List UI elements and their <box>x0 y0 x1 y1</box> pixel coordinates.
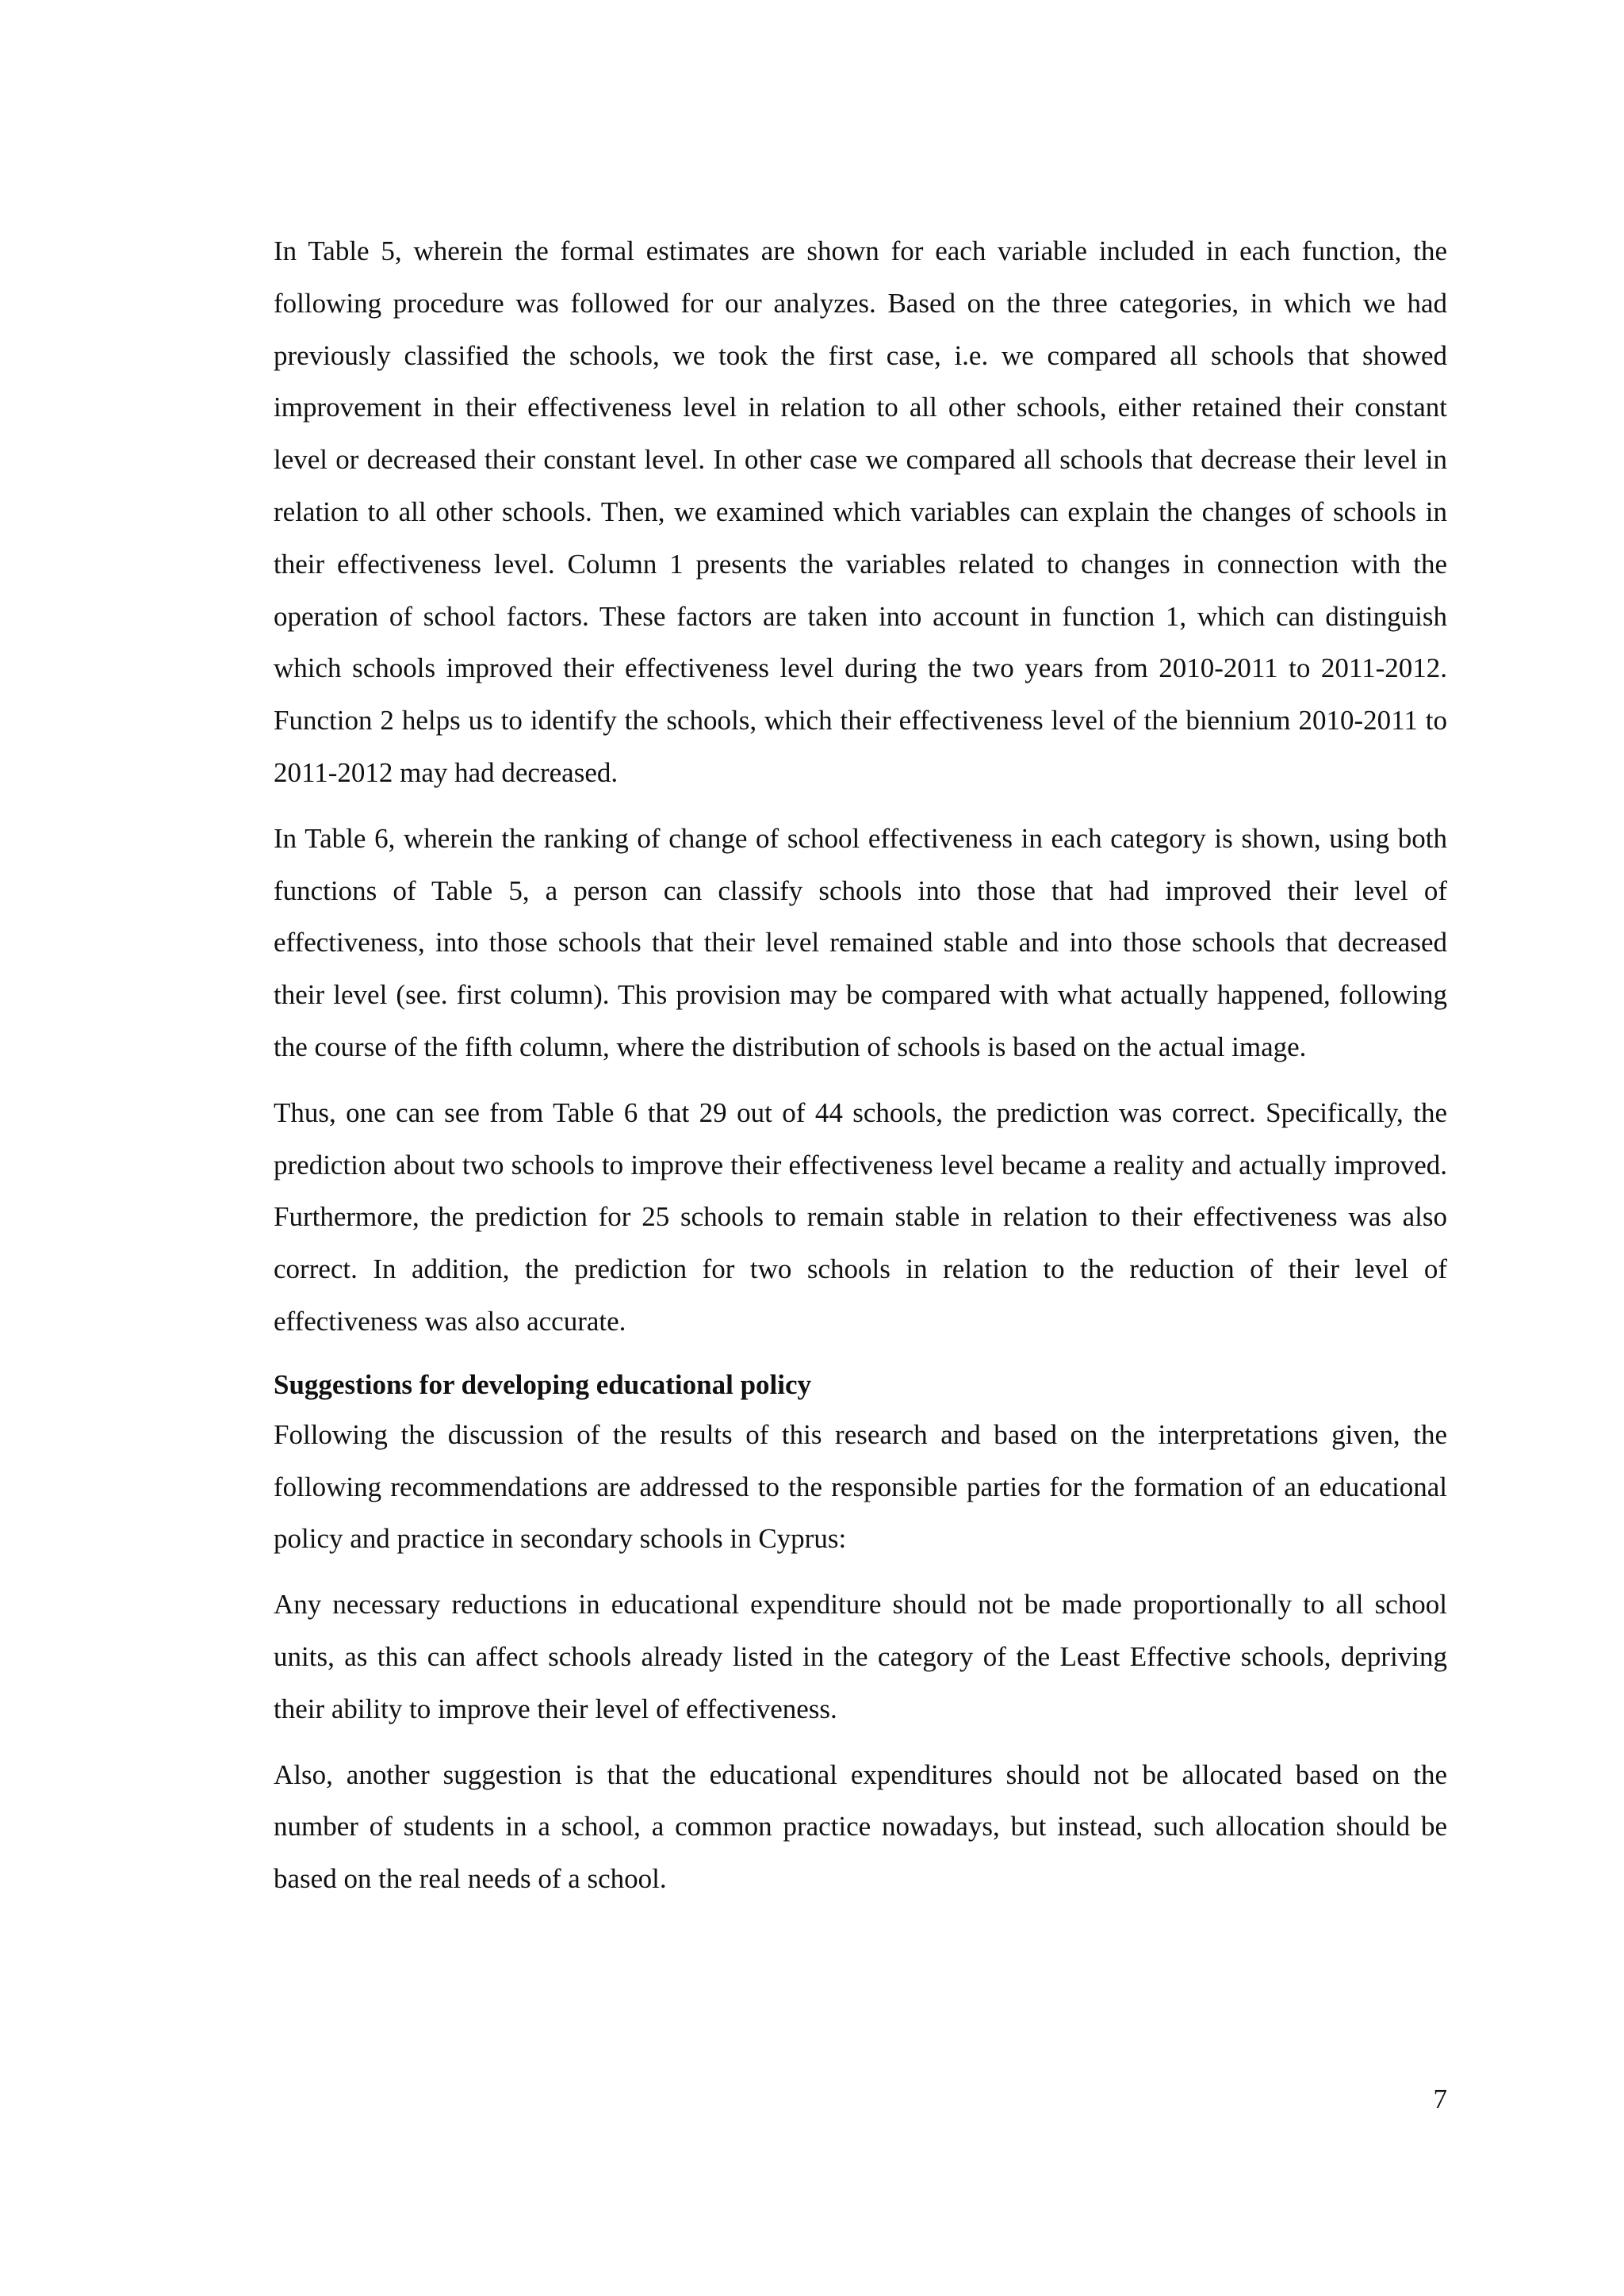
body-paragraph-3: Thus, one can see from Table 6 that 29 out of 44 schools, the prediction was correct. Specifically, the prediction about two schools to improve their effectiveness level became a reality and actually improved. Furthermore, the prediction for 25 schools to remain stable in relation to their effectiveness was also correct. In addition, the prediction for two schools in relation to the reduction of their level of effectiveness was also accurate. <box>274 1096 1447 1337</box>
body-paragraph-2: In Table 6, wherein the ranking of change of school effectiveness in each category is shown, using both functions of Table 5, a person can classify schools into those that had improved their level of effectiveness, into those schools that their level remained stable and into those schools that decreased their level (see. first column). This provision may be compared with what actually happened, following the course of the fifth column, where the distribution of schools is based on the actual image. <box>274 822 1447 1062</box>
section-heading: Suggestions for developing educational policy <box>274 1368 812 1400</box>
section-paragraph-3: Also, another suggestion is that the educational expenditures should not be allocated based on the number of students in a school, a common practice nowadays, but instead, such allocation should be based on the real needs of a school. <box>274 1758 1447 1895</box>
section-paragraph-2: Any necessary reductions in educational expenditure should not be made proportionally to all school units, as this can affect schools already listed in the category of the Least Effective schools, depriving their ability to improve their level of effectiveness. <box>274 1589 1447 1724</box>
page-body <box>274 225 1447 1919</box>
body-paragraph-1: In Table 5, wherein the formal estimates are shown for each variable included in each function, the following procedure was followed for our analyzes. Based on the three categories, in which we had previously classified the schools, we took the first case, i.e. we compared all schools that showed improvement in their effectiveness level in relation to all other schools, either retained their constant level or decreased their constant level. In other case we compared all schools that decrease their level in relation to all other schools. Then, we examined which variables can explain the changes of schools in their effectiveness level. Column 1 presents the variables related to changes in connection with the operation of school factors. These factors are taken into account in function 1, which can distinguish which schools improved their effectiveness level during the two years from 2010-2011 to 2011-2012. Function 2 helps us to identify the schools, which their effectiveness level of the biennium 2010-2011 to 2011-2012 may had decreased. <box>274 235 1447 788</box>
page-number: 7 <box>1433 2084 1447 2114</box>
section-paragraph-1: Following the discussion of the results of this research and based on the interpretations given, the following recommendations are addressed to the responsible parties for the formation of an educational policy and practice in secondary schools in Cyprus: <box>274 1418 1447 1555</box>
